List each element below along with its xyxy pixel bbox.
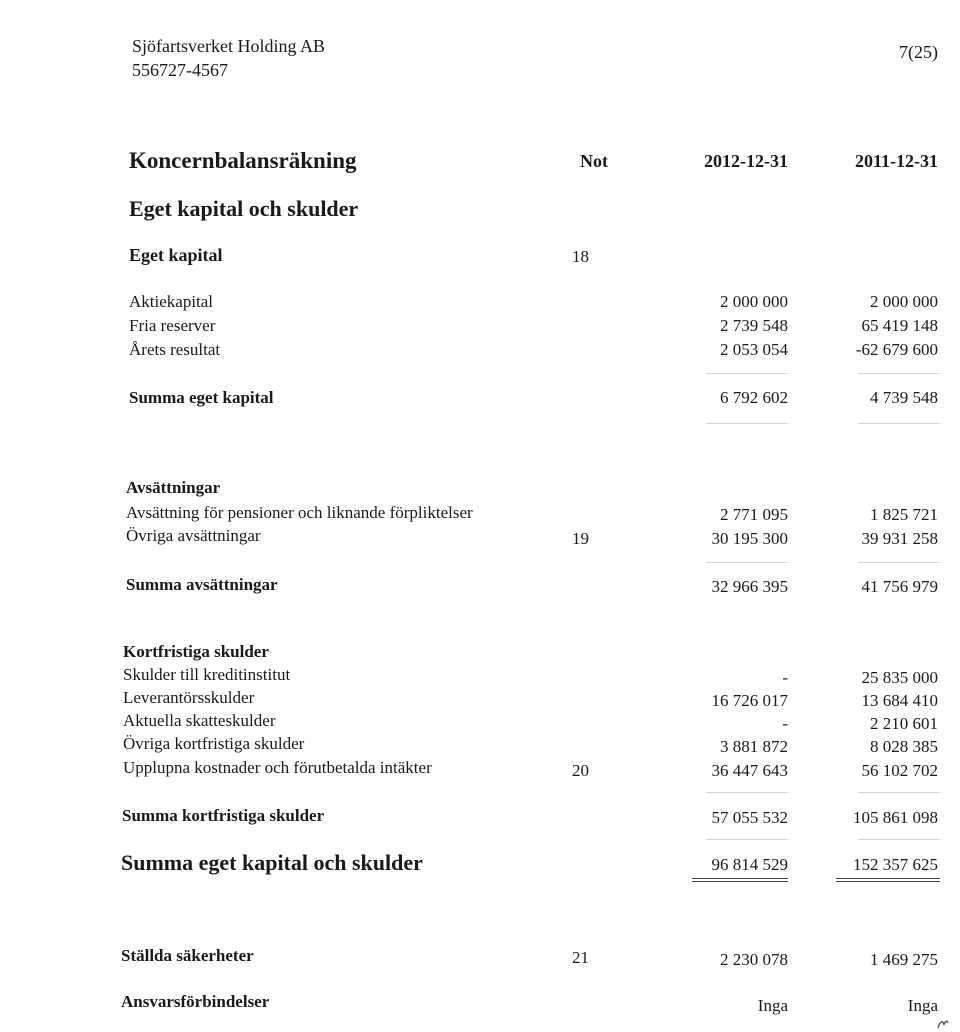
subtotal-line	[858, 792, 940, 793]
pledged-assets-2011: 1 469 275	[870, 950, 938, 969]
equity-row-label: Årets resultat	[129, 340, 221, 359]
total-line	[706, 423, 788, 424]
provisions-row-2011: 1 825 721	[870, 505, 938, 524]
provisions-heading: Avsättningar	[126, 478, 221, 497]
initials-mark	[936, 1018, 950, 1030]
column-header-2012: 2012-12-31	[704, 151, 788, 171]
double-underline	[836, 881, 940, 882]
subtotal-line	[706, 562, 788, 563]
pledged-assets-2012: 2 230 078	[720, 950, 788, 969]
total-line	[858, 423, 940, 424]
subtotal-line	[706, 373, 788, 374]
liability-row-label: Upplupna kostnader och förutbetalda intäkter	[123, 758, 432, 777]
statement-title: Koncernbalansräkning	[129, 148, 357, 173]
liability-row-2012: -	[782, 714, 788, 733]
contingent-liabilities-label: Ansvarsförbindelser	[121, 992, 270, 1011]
equity-note: 18	[572, 247, 589, 266]
liability-row-2011: 25 835 000	[861, 668, 938, 687]
subtotal-line	[706, 792, 788, 793]
double-underline	[692, 878, 788, 879]
equity-sum-2012: 6 792 602	[720, 388, 788, 407]
subtotal-line	[706, 839, 788, 840]
provisions-sum-2011: 41 756 979	[861, 577, 938, 596]
contingent-liabilities-2012: Inga	[757, 996, 788, 1015]
equity-row-2012: 2 739 548	[720, 316, 788, 335]
liability-row-2011: 8 028 385	[870, 737, 938, 756]
current-liabilities-sum-2012: 57 055 532	[711, 808, 788, 827]
provisions-sum-label: Summa avsättningar	[126, 575, 278, 594]
company-name: Sjöfartsverket Holding AB	[132, 36, 325, 56]
liability-row-2011: 13 684 410	[861, 691, 938, 710]
double-underline	[836, 878, 940, 879]
equity-row-2011: -62 679 600	[855, 340, 938, 359]
page-number: 7(25)	[899, 42, 938, 62]
section-title: Eget kapital och skulder	[129, 196, 359, 221]
pledged-assets-note: 21	[572, 948, 589, 967]
equity-sum-label: Summa eget kapital	[129, 388, 274, 407]
liability-row-2012: 36 447 643	[711, 761, 788, 780]
note-column-header: Not	[580, 151, 608, 171]
subtotal-line	[858, 562, 940, 563]
liability-row-label: Aktuella skatteskulder	[123, 711, 276, 730]
pledged-assets-label: Ställda säkerheter	[121, 946, 254, 965]
grand-total-2011: 152 357 625	[853, 855, 938, 874]
equity-row-2012: 2 000 000	[720, 292, 788, 311]
liability-note: 20	[572, 761, 589, 780]
liability-row-2012: -	[782, 668, 788, 687]
subtotal-line	[858, 373, 940, 374]
column-header-2011: 2011-12-31	[855, 151, 938, 171]
current-liabilities-heading: Kortfristiga skulder	[123, 642, 269, 661]
equity-row-2012: 2 053 054	[720, 340, 788, 359]
liability-row-label: Skulder till kreditinstitut	[123, 665, 291, 684]
equity-row-2011: 65 419 148	[861, 316, 938, 335]
double-underline	[692, 881, 788, 882]
liability-row-label: Leverantörsskulder	[123, 688, 255, 707]
grand-total-2012: 96 814 529	[711, 855, 788, 874]
liability-row-2011: 2 210 601	[870, 714, 938, 733]
provisions-note: 19	[572, 529, 589, 548]
provisions-row-label: Övriga avsättningar	[126, 526, 261, 545]
liability-row-label: Övriga kortfristiga skulder	[123, 734, 305, 753]
equity-row-label: Fria reserver	[129, 316, 216, 335]
provisions-row-2012: 30 195 300	[711, 529, 788, 548]
equity-heading: Eget kapital	[129, 245, 223, 265]
provisions-row-2011: 39 931 258	[861, 529, 938, 548]
grand-total-label: Summa eget kapital och skulder	[121, 850, 423, 875]
provisions-row-2012: 2 771 095	[720, 505, 788, 524]
equity-sum-2011: 4 739 548	[870, 388, 938, 407]
equity-row-2011: 2 000 000	[870, 292, 938, 311]
provisions-row-label: Avsättning för pensioner och liknande förpliktelser	[126, 503, 473, 522]
liability-row-2012: 3 881 872	[720, 737, 788, 756]
org-number: 556727-4567	[132, 60, 228, 80]
liability-row-2011: 56 102 702	[861, 761, 938, 780]
liability-row-2012: 16 726 017	[711, 691, 788, 710]
contingent-liabilities-2011: Inga	[907, 996, 938, 1015]
current-liabilities-sum-label: Summa kortfristiga skulder	[122, 806, 325, 825]
provisions-sum-2012: 32 966 395	[711, 577, 788, 596]
subtotal-line	[858, 839, 940, 840]
equity-row-label: Aktiekapital	[129, 292, 214, 311]
current-liabilities-sum-2011: 105 861 098	[853, 808, 938, 827]
